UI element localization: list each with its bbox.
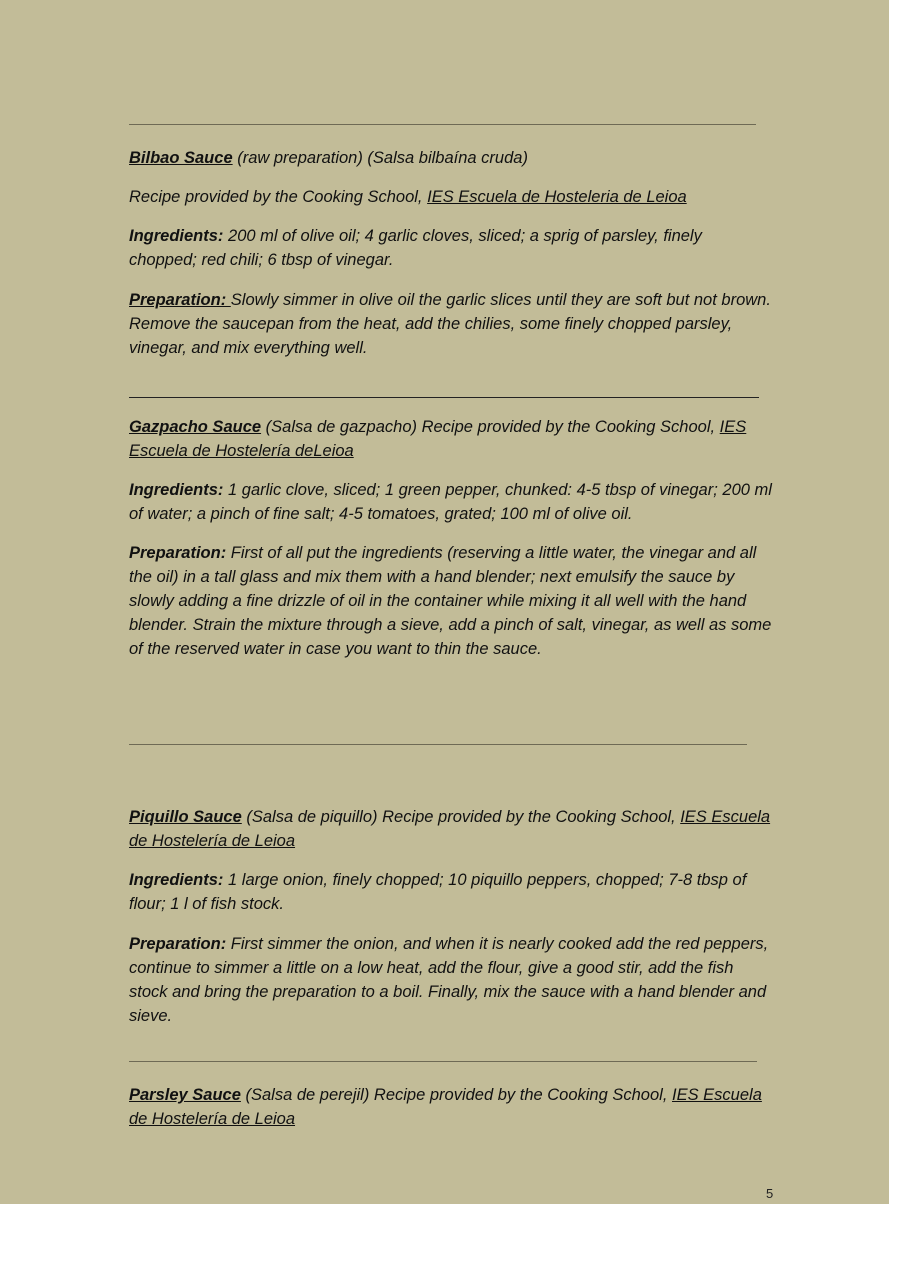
recipe-gazpacho bbox=[129, 415, 774, 661]
school-link[interactable]: IES Escuela de Hostelería de Leioa bbox=[129, 1086, 762, 1128]
recipe-name: Gazpacho Sauce bbox=[129, 418, 262, 436]
recipe-title-line bbox=[129, 415, 774, 463]
school-link[interactable]: IES Escuela de Hosteleria de Leioa bbox=[427, 188, 687, 206]
ingredients-label: Ingredients: bbox=[129, 227, 224, 245]
preparation-label: Preparation: bbox=[129, 291, 231, 309]
ingredients-paragraph bbox=[129, 478, 774, 526]
recipe-subtitle: (Salsa de perejil) Recipe provided by the Cooking School, bbox=[240, 1086, 672, 1104]
separator-line bbox=[129, 124, 756, 125]
recipe-source bbox=[129, 185, 774, 209]
recipe-subtitle: (Salsa de gazpacho) Recipe provided by the Cooking School, bbox=[261, 418, 720, 436]
ingredients-paragraph bbox=[129, 868, 774, 916]
source-prefix: Recipe provided by the Cooking School, bbox=[129, 188, 428, 206]
ingredients-paragraph bbox=[129, 224, 774, 272]
recipe-bilbao bbox=[129, 146, 774, 360]
recipe-title-line bbox=[129, 146, 774, 170]
recipe-title-line bbox=[129, 1083, 774, 1131]
recipe-name: Parsley Sauce bbox=[129, 1086, 241, 1104]
recipe-name: Bilbao Sauce bbox=[129, 149, 233, 167]
preparation-label: Preparation: bbox=[129, 544, 227, 562]
separator-line bbox=[129, 397, 759, 398]
school-link[interactable]: IES Escuela de Hostelería de Leioa bbox=[129, 808, 771, 850]
recipe-title-line bbox=[129, 805, 774, 853]
ingredients-text: 1 large onion, finely chopped; 10 piquillo peppers, chopped; 7-8 tbsp of flour; 1 l of fish stock. bbox=[129, 871, 747, 913]
preparation-text: First simmer the onion, and when it is nearly cooked add the red peppers, continue to simmer a little on a low heat, add the flour, give a good stir, add the fish stock and bring the preparation to a boil. Finally, mix the sauce with a hand blender and sieve. bbox=[129, 935, 769, 1025]
preparation-paragraph bbox=[129, 541, 774, 661]
school-link[interactable]: IES Escuela de Hostelería deLeioa bbox=[129, 418, 747, 460]
recipe-subtitle: (Salsa de piquillo) Recipe provided by the Cooking School, bbox=[241, 808, 681, 826]
preparation-text: Slowly simmer in olive oil the garlic slices until they are soft but not brown. Remove the saucepan from the heat, add the chilies, some finely chopped parsley, vinegar, and mix everything well. bbox=[129, 291, 771, 357]
page-number: 5 bbox=[766, 1186, 774, 1201]
preparation-paragraph bbox=[129, 288, 774, 360]
ingredients-text: 1 garlic clove, sliced; 1 green pepper, chunked: 4-5 tbsp of vinegar; 200 ml of water; a pinch of fine salt; 4-5 tomatoes, grated; 100 ml of olive oil. bbox=[129, 481, 772, 523]
recipe-name: Piquillo Sauce bbox=[129, 808, 242, 826]
recipe-subtitle: (raw preparation) (Salsa bilbaína cruda) bbox=[232, 149, 528, 167]
separator-line bbox=[129, 744, 747, 745]
ingredients-label: Ingredients: bbox=[129, 481, 224, 499]
preparation-paragraph bbox=[129, 932, 774, 1028]
recipe-piquillo bbox=[129, 805, 774, 1028]
preparation-label: Preparation: bbox=[129, 935, 227, 953]
preparation-text: First of all put the ingredients (reserving a little water, the vinegar and all the oil) in a tall glass and mix them with a hand blender; next emulsify the sauce by slowly adding a fine drizzle of oil in the container while mixing it all well with the hand blender. Strain the mixture through a sieve, add a pinch of salt, vinegar, as well as some of the reserved water in case you want to thin the sauce. bbox=[129, 544, 772, 658]
ingredients-text: 200 ml of olive oil; 4 garlic cloves, sliced; a sprig of parsley, finely chopped; red chili; 6 tbsp of vinegar. bbox=[129, 227, 702, 269]
ingredients-label: Ingredients: bbox=[129, 871, 224, 889]
separator-line bbox=[129, 1061, 757, 1062]
recipe-parsley bbox=[129, 1083, 774, 1131]
